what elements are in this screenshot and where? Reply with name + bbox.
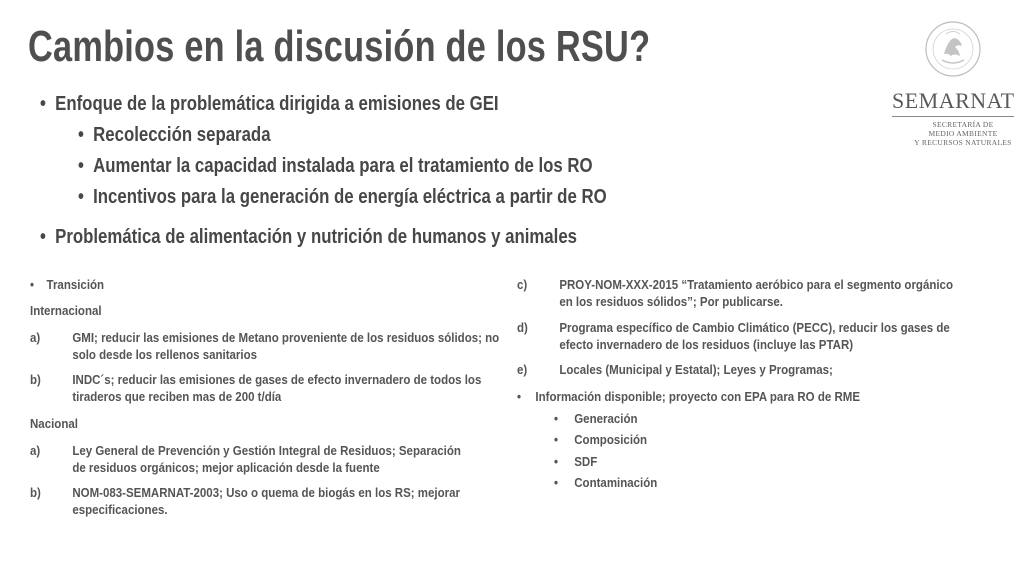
main-bullet: [40, 226, 577, 249]
main-bullet-text: Problemática de alimentación y nutrición de humanos y animales: [55, 226, 578, 248]
bullet-icon: •: [78, 155, 84, 177]
bullet-icon: •: [40, 93, 46, 115]
mexican-eagle-seal-icon: [924, 20, 982, 78]
bullet-icon: •: [554, 455, 559, 469]
list-marker: a): [30, 331, 41, 345]
list-marker: b): [30, 486, 41, 500]
section-heading-international: Internacional: [30, 304, 102, 318]
bullet-icon: •: [554, 433, 559, 447]
list-item: d) Programa específico de Cambio Climático (PECC), reducir los gases de efecto invernadero de los residuos (incluye las PTAR): [517, 321, 950, 352]
list-item: a) GMI; reducir las emisiones de Metano proveniente de los residuos sólidos; no solo desde los rellenos sanitarios: [30, 331, 500, 362]
section-heading-national: Nacional: [30, 417, 78, 431]
sub-bullet-text: Aumentar la capacidad instalada para el tratamiento de los RO: [93, 155, 593, 177]
logo-subline: Y RECURSOS NATURALES: [914, 138, 1012, 147]
list-marker: d): [517, 321, 528, 335]
sub-bullet-text: Incentivos para la generación de energía eléctrica a partir de RO: [93, 186, 607, 208]
bullet-icon: •: [40, 226, 46, 248]
sub-bullet: [78, 186, 607, 209]
list-item: c) PROY-NOM-XXX-2015 “Tratamiento aeróbico para el segmento orgánico en los residuos sólidos”; Por publicarse.: [517, 278, 953, 309]
info-subitem: • Composición: [554, 433, 648, 447]
bullet-icon: •: [78, 124, 84, 146]
main-bullet-text: Enfoque de la problemática dirigida a emisiones de GEI: [55, 93, 499, 115]
page-title: Cambios en la discusión de los RSU?: [28, 22, 651, 71]
list-marker: c): [517, 278, 528, 292]
list-item: e) Locales (Municipal y Estatal); Leyes y Programas;: [517, 363, 833, 377]
list-marker: e): [517, 363, 528, 377]
list-item: b) INDC´s; reducir las emisiones de gases de efecto invernadero de todos los tiraderos que reciben mas de 200 t/día: [30, 373, 482, 404]
logo-subline: MEDIO AMBIENTE: [928, 129, 998, 138]
sub-bullet-text: Recolección separada: [93, 124, 271, 146]
main-bullet: [40, 93, 499, 116]
semarnat-logo: [892, 88, 1014, 147]
list-marker: b): [30, 373, 41, 387]
list-item: a) Ley General de Prevención y Gestión Integral de Residuos; Separación de residuos orgánicos; mejor aplicación desde la fuente: [30, 444, 461, 475]
logo-brand: SEMARNAT: [892, 88, 1015, 113]
logo-subline: SECRETARÍA DE: [932, 120, 994, 129]
info-bullet: • Información disponible; proyecto con EPA para RO de RME: [517, 390, 861, 404]
bullet-icon: •: [554, 412, 559, 426]
bullet-icon: •: [78, 186, 84, 208]
bullet-icon: •: [554, 476, 559, 490]
info-subitem: • SDF: [554, 455, 598, 469]
sub-bullet: [78, 124, 271, 147]
transition-bullet: • Transición: [30, 278, 105, 292]
info-subitem: • Contaminación: [554, 476, 658, 490]
sub-bullet: [78, 155, 593, 178]
list-item: b) NOM-083-SEMARNAT-2003; Uso o quema de biogás en los RS; mejorar especificaciones.: [30, 486, 460, 517]
info-subitem: • Generación: [554, 412, 638, 426]
logo-divider: [892, 116, 1014, 117]
list-marker: a): [30, 444, 41, 458]
bullet-icon: •: [30, 278, 35, 292]
bullet-icon: •: [517, 390, 522, 404]
